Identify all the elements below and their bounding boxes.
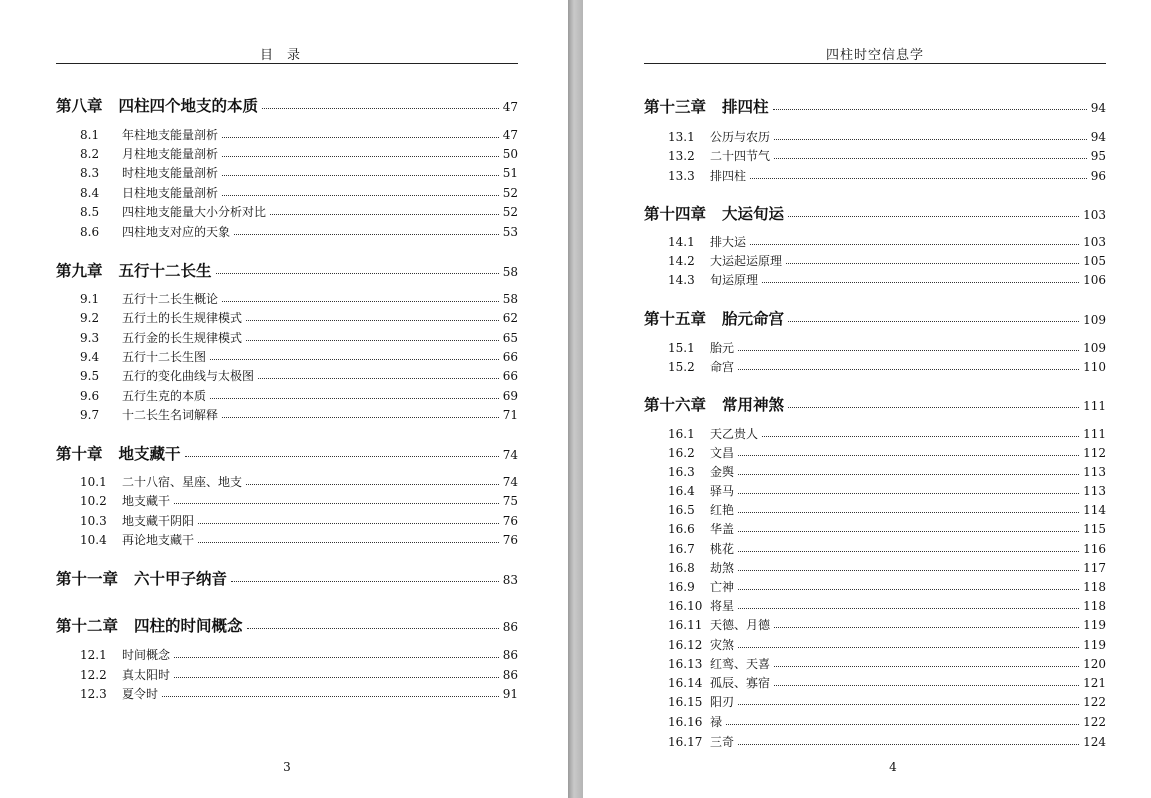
toc-page-number: 51 <box>502 166 518 180</box>
toc-number: 第八章 <box>56 97 103 115</box>
toc-page-number: 47 <box>502 128 518 142</box>
toc-page-number: 96 <box>1090 169 1106 183</box>
book-gutter <box>568 0 583 798</box>
toc-section <box>56 309 518 326</box>
toc-number: 16.9 <box>668 580 695 594</box>
toc-page-number: 111 <box>1083 399 1106 413</box>
dot-leader <box>222 301 499 302</box>
toc-page-number: 113 <box>1083 465 1106 479</box>
toc-title: 地支藏干 <box>118 445 181 463</box>
dot-leader <box>231 581 499 582</box>
toc-number: 15.1 <box>668 341 695 355</box>
toc-number: 9.6 <box>80 389 100 403</box>
dot-leader <box>788 321 1079 322</box>
dot-leader <box>750 244 1079 245</box>
dot-leader <box>174 677 499 678</box>
toc-title: 灾煞 <box>710 638 735 652</box>
toc-number: 12.3 <box>80 687 107 701</box>
toc-section <box>644 339 1106 356</box>
toc-section <box>644 167 1106 184</box>
toc-number: 10.4 <box>80 533 107 547</box>
toc-number: 9.2 <box>80 311 100 325</box>
dot-leader <box>262 108 499 109</box>
dot-leader <box>774 666 1079 667</box>
toc-chapter <box>644 307 1106 329</box>
toc-number: 15.2 <box>668 360 695 374</box>
toc-section <box>56 329 518 346</box>
page-number: 4 <box>889 760 897 774</box>
dot-leader <box>738 474 1079 475</box>
toc-title: 五行土的长生规律模式 <box>122 311 243 325</box>
toc-title: 华盖 <box>710 522 735 536</box>
toc-title: 二十四节气 <box>710 149 771 163</box>
toc-chapter <box>56 94 518 116</box>
toc-section <box>56 531 518 548</box>
toc-number: 16.8 <box>668 561 695 575</box>
toc-page-number: 52 <box>502 205 518 219</box>
toc-page-number: 65 <box>502 331 518 345</box>
toc-number: 16.12 <box>668 638 703 652</box>
toc-number: 16.15 <box>668 695 703 709</box>
toc-section <box>644 128 1106 145</box>
toc-page-number: 109 <box>1083 341 1106 355</box>
left-page <box>0 0 568 798</box>
toc-page-number: 118 <box>1083 580 1106 594</box>
toc-number: 9.4 <box>80 350 100 364</box>
toc-chapter <box>56 442 518 464</box>
toc-section <box>56 184 518 201</box>
toc-number: 10.1 <box>80 475 107 489</box>
header-rule <box>56 63 518 64</box>
dot-leader <box>750 178 1087 179</box>
dot-leader <box>234 234 499 235</box>
toc-chapter <box>644 202 1106 224</box>
toc-title: 排大运 <box>710 235 747 249</box>
toc-page-number: 52 <box>502 186 518 200</box>
toc-section <box>644 540 1106 557</box>
toc-page-number: 69 <box>502 389 518 403</box>
dot-leader <box>270 214 499 215</box>
toc-page-number: 58 <box>502 265 518 279</box>
toc-page-number: 103 <box>1083 235 1106 249</box>
header-rule <box>644 63 1106 64</box>
toc-title: 孤辰、寡宿 <box>710 676 771 690</box>
dot-leader <box>726 724 1079 725</box>
toc-number: 8.5 <box>80 205 100 219</box>
toc-title: 桃花 <box>710 542 735 556</box>
dot-leader <box>738 647 1079 648</box>
dot-leader <box>786 263 1079 264</box>
toc-section <box>56 126 518 143</box>
toc-number: 14.1 <box>668 235 695 249</box>
toc-section <box>56 666 518 683</box>
toc-page-number: 103 <box>1083 208 1106 222</box>
toc-number: 14.3 <box>668 273 695 287</box>
toc-number: 16.6 <box>668 522 695 536</box>
toc-chapter <box>644 393 1106 415</box>
toc-number: 16.11 <box>668 618 703 632</box>
toc-number: 第九章 <box>56 262 103 280</box>
toc-page-number: 122 <box>1083 715 1106 729</box>
toc-number: 9.7 <box>80 408 100 422</box>
toc-section <box>644 674 1106 691</box>
toc-page-number: 58 <box>502 292 518 306</box>
toc-title: 大运旬运 <box>722 205 785 223</box>
dot-leader <box>222 195 499 196</box>
toc-section <box>56 348 518 365</box>
toc-section <box>644 482 1106 499</box>
toc-title: 地支藏干 <box>122 494 171 508</box>
toc-number: 8.6 <box>80 225 100 239</box>
dot-leader <box>246 340 499 341</box>
toc-section <box>56 646 518 663</box>
dot-leader <box>738 369 1079 370</box>
dot-leader <box>774 685 1079 686</box>
dot-leader <box>738 589 1079 590</box>
toc-title: 三奇 <box>710 735 735 749</box>
toc-section <box>644 463 1106 480</box>
dot-leader <box>258 378 499 379</box>
toc-number: 第十六章 <box>644 396 707 414</box>
toc-title: 真太阳时 <box>122 668 171 682</box>
toc-number: 16.7 <box>668 542 695 556</box>
toc-title: 禄 <box>710 715 723 729</box>
toc-page-number: 66 <box>502 350 518 364</box>
toc-title: 时柱地支能量剖析 <box>122 166 219 180</box>
dot-leader <box>246 320 499 321</box>
toc-number: 13.2 <box>668 149 695 163</box>
toc-page-number: 91 <box>502 687 518 701</box>
toc-page-number: 86 <box>502 620 518 634</box>
toc-title: 天德、月德 <box>710 618 771 632</box>
toc-title: 五行十二长生 <box>118 262 212 280</box>
toc-number: 第十二章 <box>56 617 119 635</box>
toc-page-number: 95 <box>1090 149 1106 163</box>
dot-leader <box>738 512 1079 513</box>
dot-leader <box>738 493 1079 494</box>
toc-page-number: 121 <box>1083 676 1106 690</box>
toc-number: 8.4 <box>80 186 100 200</box>
toc-title: 驿马 <box>710 484 735 498</box>
toc-section <box>644 559 1106 576</box>
toc-title: 四柱的时间概念 <box>134 617 243 635</box>
dot-leader <box>738 455 1079 456</box>
toc-section <box>644 597 1106 614</box>
toc-section <box>56 406 518 423</box>
dot-leader <box>222 175 499 176</box>
toc-page-number: 114 <box>1083 503 1106 517</box>
toc-title: 亡神 <box>710 580 735 594</box>
dot-leader <box>738 608 1079 609</box>
toc-number: 16.5 <box>668 503 695 517</box>
toc-number: 16.10 <box>668 599 703 613</box>
dot-leader <box>788 407 1079 408</box>
toc-number: 16.14 <box>668 676 703 690</box>
toc-page-number: 119 <box>1083 618 1106 632</box>
dot-leader <box>174 503 499 504</box>
toc-page-number: 76 <box>502 514 518 528</box>
toc-title: 旬运原理 <box>710 273 759 287</box>
toc-page-number: 113 <box>1083 484 1106 498</box>
toc-page-number: 124 <box>1083 735 1106 749</box>
toc-title: 胎元命宫 <box>722 310 785 328</box>
dot-leader <box>162 696 499 697</box>
dot-leader <box>773 109 1087 110</box>
toc-section <box>644 358 1106 375</box>
dot-leader <box>210 398 499 399</box>
toc-title: 日柱地支能量剖析 <box>122 186 219 200</box>
toc-title: 五行的变化曲线与太极图 <box>122 369 255 383</box>
toc-title: 将星 <box>710 599 735 613</box>
toc-title: 劫煞 <box>710 561 735 575</box>
right-page <box>583 0 1151 798</box>
toc-number: 10.3 <box>80 514 107 528</box>
dot-leader <box>222 417 499 418</box>
toc-title: 六十甲子纳音 <box>134 570 228 588</box>
toc-number: 第十三章 <box>644 98 707 116</box>
toc-section <box>56 685 518 702</box>
toc-section <box>644 271 1106 288</box>
toc-section <box>56 387 518 404</box>
toc-title: 命宫 <box>710 360 735 374</box>
toc-page-number: 86 <box>502 668 518 682</box>
toc-page-number: 111 <box>1083 427 1106 441</box>
toc-title: 五行十二长生概论 <box>122 292 219 306</box>
toc-page-number: 122 <box>1083 695 1106 709</box>
toc-title: 四柱地支对应的天象 <box>122 225 231 239</box>
toc-title: 地支藏干阴阳 <box>122 514 195 528</box>
dot-leader <box>174 657 499 658</box>
toc-number: 第十章 <box>56 445 103 463</box>
toc-title: 排四柱 <box>722 98 769 116</box>
toc-number: 9.1 <box>80 292 100 306</box>
toc-number: 8.2 <box>80 147 100 161</box>
toc-section <box>644 713 1106 730</box>
dot-leader <box>738 551 1079 552</box>
toc-page-number: 83 <box>502 573 518 587</box>
toc-number: 12.1 <box>80 648 107 662</box>
toc-section <box>644 501 1106 518</box>
dot-leader <box>198 523 499 524</box>
dot-leader <box>788 216 1079 217</box>
toc-section <box>644 636 1106 653</box>
toc-title: 夏令时 <box>122 687 159 701</box>
dot-leader <box>774 158 1087 159</box>
dot-leader <box>246 484 499 485</box>
toc-number: 16.1 <box>668 427 695 441</box>
toc-page-number: 120 <box>1083 657 1106 671</box>
toc-section <box>644 733 1106 750</box>
toc-title: 四柱地支能量大小分析对比 <box>122 205 267 219</box>
page-header: 四柱时空信息学 <box>825 48 924 63</box>
page-header: 目录 <box>259 48 314 63</box>
toc-section <box>644 425 1106 442</box>
toc-title: 天乙贵人 <box>710 427 759 441</box>
dot-leader <box>738 570 1079 571</box>
toc-title: 四柱四个地支的本质 <box>118 97 259 115</box>
toc-chapter <box>56 567 518 589</box>
dot-leader <box>210 359 499 360</box>
toc-page-number: 106 <box>1083 273 1106 287</box>
dot-leader <box>738 531 1079 532</box>
toc-title: 月柱地支能量剖析 <box>122 147 219 161</box>
toc-number: 16.4 <box>668 484 695 498</box>
toc-title: 金舆 <box>710 465 735 479</box>
toc-number: 16.13 <box>668 657 703 671</box>
toc-title: 时间概念 <box>122 648 171 662</box>
toc-title: 阳刃 <box>710 695 735 709</box>
dot-leader <box>774 627 1079 628</box>
toc-chapter <box>644 95 1106 117</box>
toc-number: 第十四章 <box>644 205 707 223</box>
dot-leader <box>738 350 1079 351</box>
toc-section <box>644 252 1106 269</box>
dot-leader <box>762 282 1079 283</box>
toc-number: 16.16 <box>668 715 703 729</box>
toc-page-number: 74 <box>502 448 518 462</box>
toc-page-number: 76 <box>502 533 518 547</box>
toc-title: 排四柱 <box>710 169 747 183</box>
toc-number: 第十一章 <box>56 570 119 588</box>
toc-page-number: 117 <box>1083 561 1106 575</box>
toc-page-number: 62 <box>502 311 518 325</box>
toc-number: 8.1 <box>80 128 100 142</box>
toc-number: 16.2 <box>668 446 695 460</box>
toc-page-number: 47 <box>502 100 518 114</box>
dot-leader <box>247 628 499 629</box>
toc-page-number: 94 <box>1090 130 1106 144</box>
toc-title: 年柱地支能量剖析 <box>122 128 219 142</box>
toc-title: 公历与农历 <box>710 130 771 144</box>
toc-page-number: 105 <box>1083 254 1106 268</box>
toc-page-number: 119 <box>1083 638 1106 652</box>
toc-section <box>56 512 518 529</box>
toc-section <box>644 578 1106 595</box>
toc-section <box>56 473 518 490</box>
toc-section <box>644 147 1106 164</box>
toc-section <box>644 655 1106 672</box>
toc-section <box>56 492 518 509</box>
toc-page-number: 86 <box>502 648 518 662</box>
toc-number: 13.3 <box>668 169 695 183</box>
toc-number: 第十五章 <box>644 310 707 328</box>
toc-title: 胎元 <box>710 341 735 355</box>
toc-section <box>56 164 518 181</box>
toc-section <box>644 520 1106 537</box>
toc-page-number: 112 <box>1083 446 1106 460</box>
toc-section <box>56 145 518 162</box>
toc-section <box>644 233 1106 250</box>
toc-title: 文昌 <box>710 446 735 460</box>
toc-page-number: 66 <box>502 369 518 383</box>
toc-chapter <box>56 614 518 636</box>
toc-page-number: 109 <box>1083 313 1106 327</box>
toc-section <box>56 367 518 384</box>
toc-section <box>56 290 518 307</box>
toc-page-number: 53 <box>502 225 518 239</box>
page-number: 3 <box>283 760 291 774</box>
toc-section <box>644 616 1106 633</box>
dot-leader <box>774 139 1087 140</box>
toc-section <box>644 693 1106 710</box>
toc-title: 常用神煞 <box>722 396 785 414</box>
toc-number: 8.3 <box>80 166 100 180</box>
dot-leader <box>738 704 1079 705</box>
toc-title: 大运起运原理 <box>710 254 783 268</box>
toc-title: 红鸾、天喜 <box>710 657 771 671</box>
toc-page-number: 110 <box>1083 360 1106 374</box>
dot-leader <box>738 744 1079 745</box>
toc-title: 二十八宿、星座、地支 <box>122 475 243 489</box>
toc-title: 五行生克的本质 <box>122 389 207 403</box>
toc-number: 10.2 <box>80 494 107 508</box>
toc-number: 16.3 <box>668 465 695 479</box>
dot-leader <box>198 542 499 543</box>
toc-title: 五行金的长生规律模式 <box>122 331 243 345</box>
toc-chapter <box>56 259 518 281</box>
toc-number: 12.2 <box>80 668 107 682</box>
toc-section <box>644 444 1106 461</box>
toc-title: 十二长生名词解释 <box>122 408 219 422</box>
toc-number: 14.2 <box>668 254 695 268</box>
dot-leader <box>222 137 499 138</box>
toc-page-number: 118 <box>1083 599 1106 613</box>
toc-section <box>56 203 518 220</box>
dot-leader <box>762 436 1079 437</box>
toc-title: 再论地支藏干 <box>122 533 195 547</box>
toc-page-number: 50 <box>502 147 518 161</box>
toc-number: 9.5 <box>80 369 100 383</box>
toc-page-number: 116 <box>1083 542 1106 556</box>
dot-leader <box>185 456 499 457</box>
toc-page-number: 71 <box>502 408 518 422</box>
toc-page-number: 94 <box>1090 101 1106 115</box>
toc-page-number: 115 <box>1083 522 1106 536</box>
toc-number: 13.1 <box>668 130 695 144</box>
toc-title: 五行十二长生图 <box>122 350 207 364</box>
toc-number: 16.17 <box>668 735 703 749</box>
toc-page-number: 75 <box>502 494 518 508</box>
toc-title: 红艳 <box>710 503 735 517</box>
toc-section <box>56 223 518 240</box>
toc-page-number: 74 <box>502 475 518 489</box>
dot-leader <box>216 273 499 274</box>
dot-leader <box>222 156 499 157</box>
toc-number: 9.3 <box>80 331 100 345</box>
